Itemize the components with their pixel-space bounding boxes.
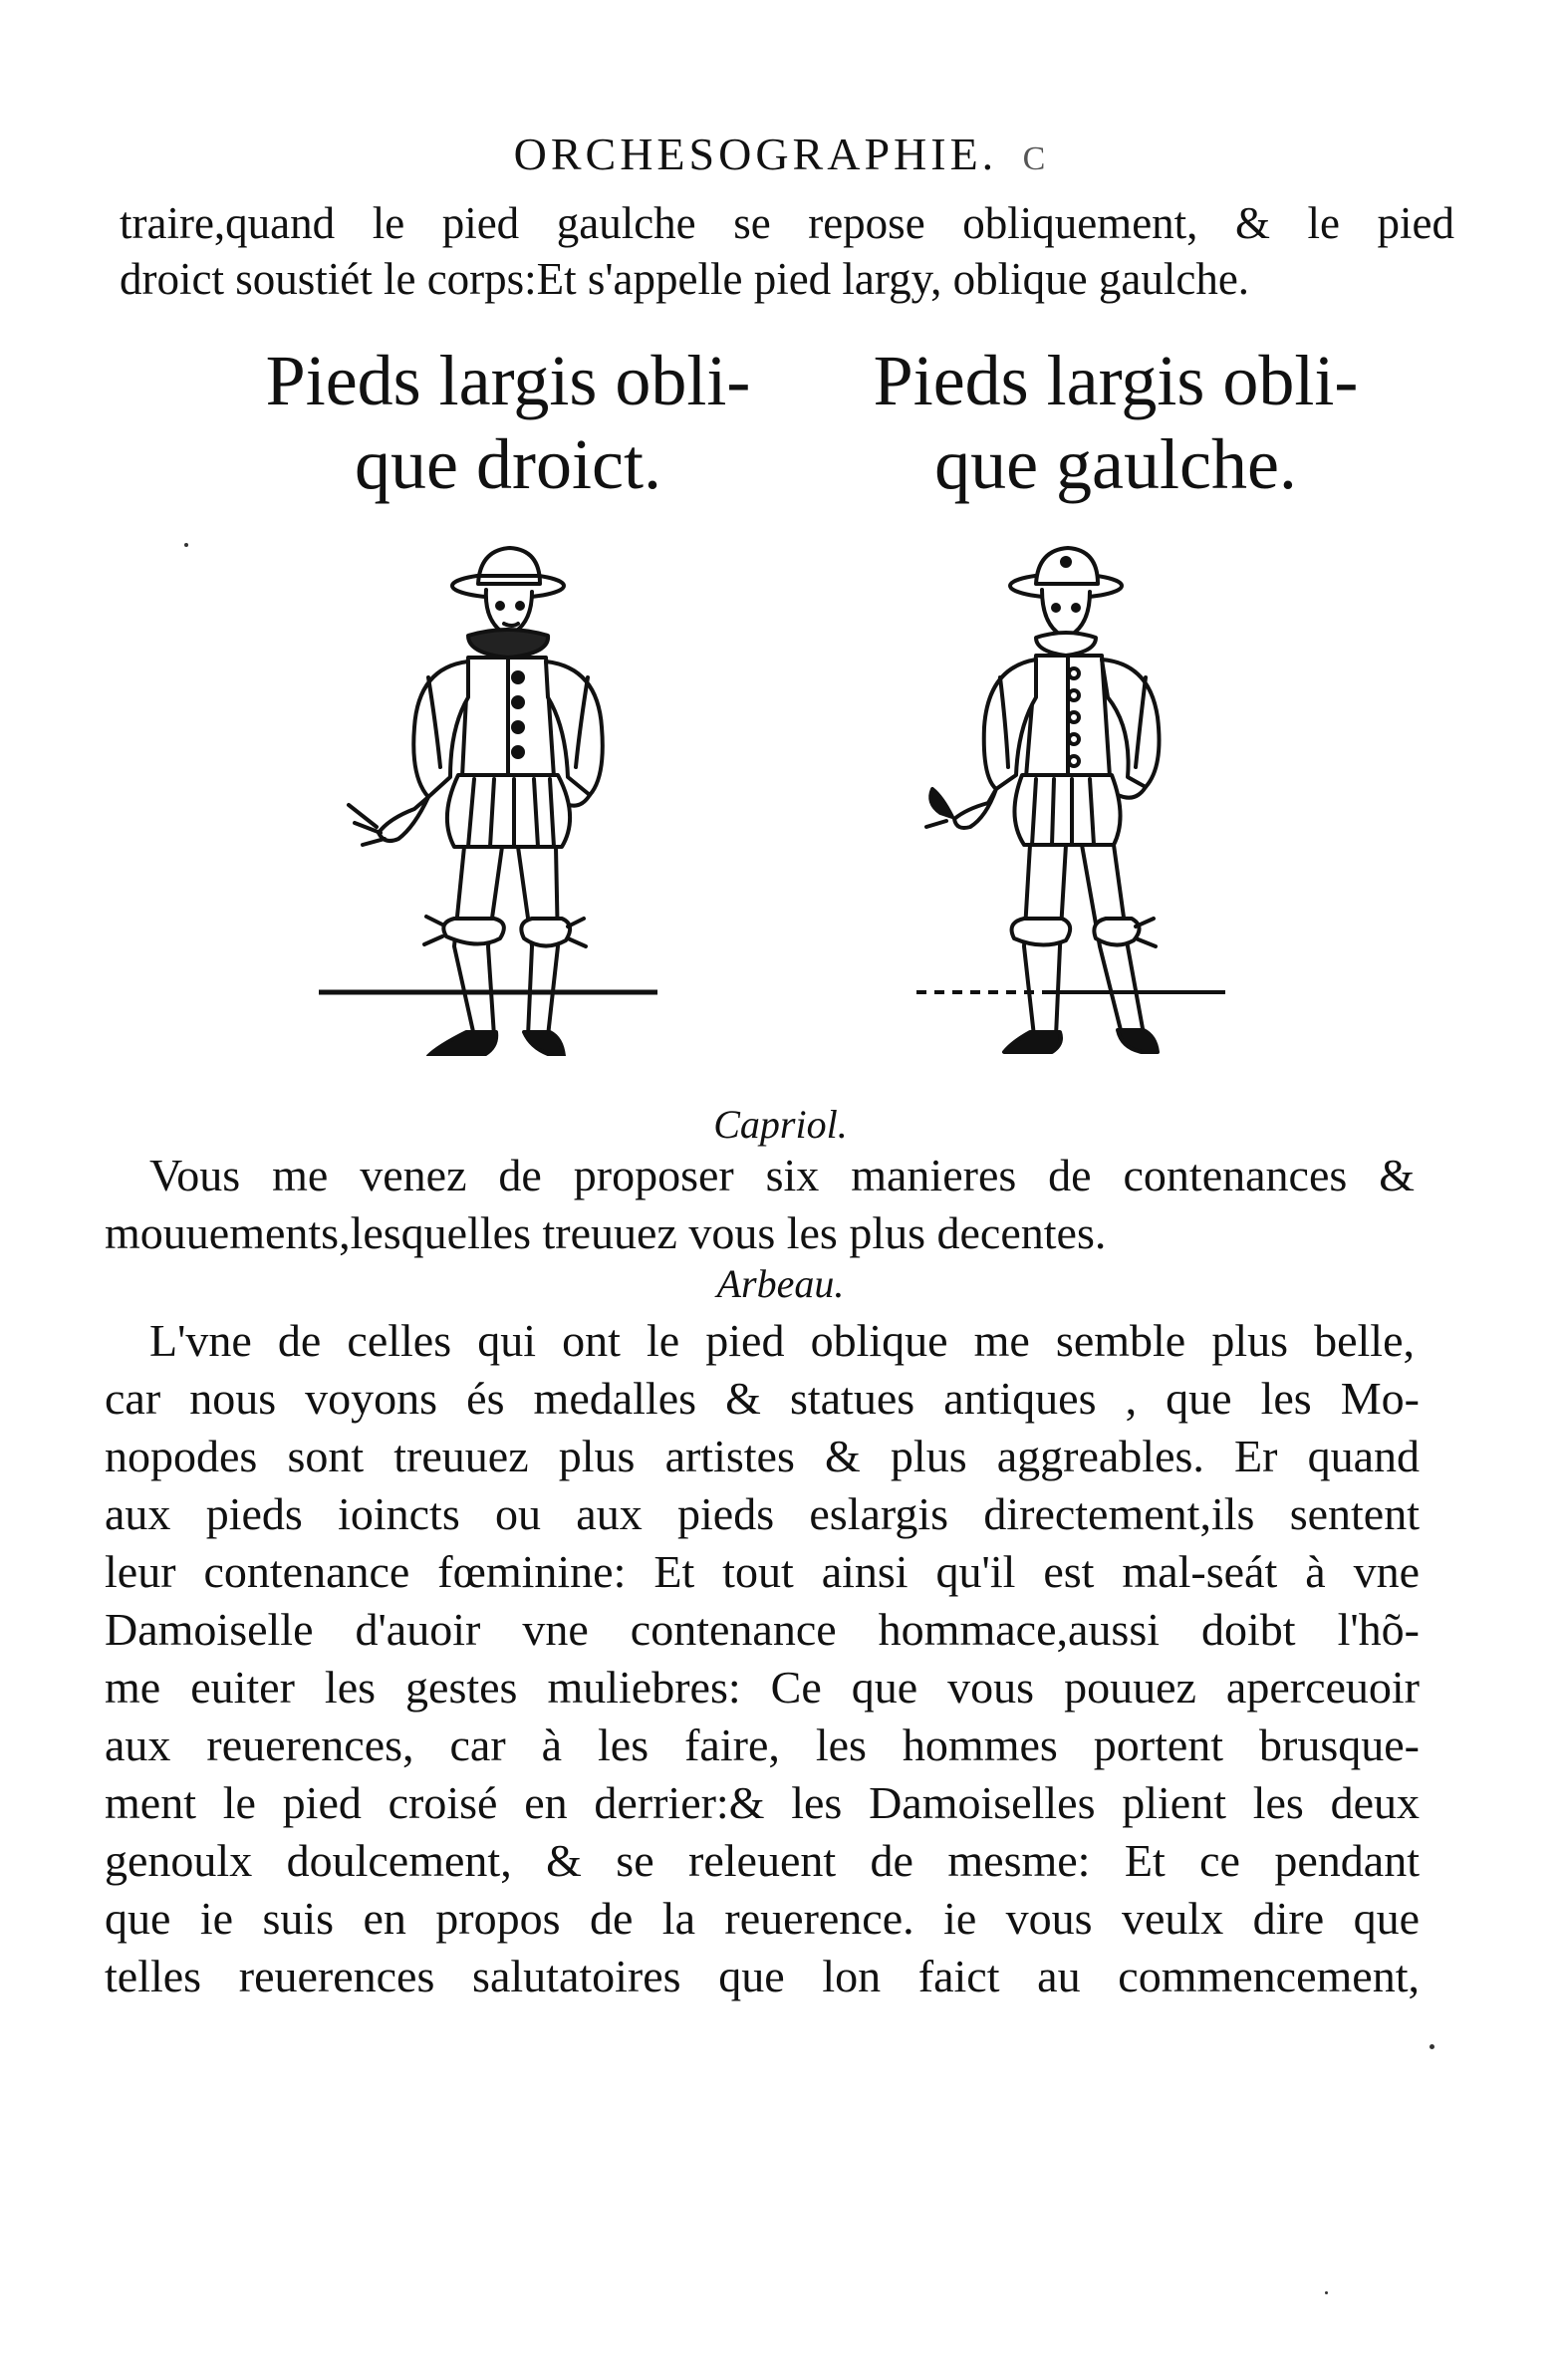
speech1-line-2: mouuements,lesquelles treuuez vous les plus decentes. [105, 1207, 1107, 1258]
speech2-line-7: me euiter les gestes muliebres: Ce que vous pouuez aperceuoir [105, 1662, 1420, 1713]
speaker-arbeau: Arbeau. [716, 1261, 845, 1306]
figure-left-caption [229, 339, 787, 506]
print-speck [184, 543, 188, 547]
figure-left-caption-line1: Pieds largis obli- [265, 341, 751, 420]
speech2-line-12: telles reuerences salutatoires que lon faict au commencement, [105, 1951, 1420, 2001]
print-speck [1430, 2044, 1434, 2049]
intro-line-2: droict soustiét le corps:Et s'appelle pied largy, oblique gaulche. [120, 254, 1250, 304]
speech2-line-4: aux pieds ioincts ou aux pieds eslargis directement,ils sentent [105, 1488, 1420, 1539]
speech2-line-1: L'vne de celles qui ont le pied oblique me semble plus belle, [149, 1315, 1415, 1366]
running-header-title: ORCHESOGRAPHIE. [513, 129, 998, 179]
woodcut-dancer-left [319, 528, 657, 1056]
speech2-line-8: aux reuerences, car à les faire, les hommes portent brusque- [105, 1719, 1420, 1770]
speech1-line-1: Vous me venez de proposer six manieres de contenances & [149, 1150, 1415, 1200]
speech2-line-3: nopodes sont treuuez plus artistes & plus aggreables. Er quand [105, 1431, 1420, 1481]
figure-right-caption-line2: que gaulche. [934, 424, 1297, 504]
signature-mark: C [1022, 140, 1048, 177]
speech2-line-11: que ie suis en propos de la reuerence. ie vous veulx dire que [105, 1893, 1420, 1944]
speech2-line-5: leur contenance fœminine: Et tout ainsi qu'il est mal-seát à vne [105, 1546, 1420, 1597]
speech2-line-2: car nous voyons és medalles & statues antiques , que les Mo- [105, 1373, 1420, 1424]
print-speck [1325, 2291, 1328, 2294]
figure-right-caption-line1: Pieds largis obli- [873, 341, 1359, 420]
speech2-line-9: ment le pied croisé en derrier:& les Damoiselles plient les deux [105, 1777, 1420, 1828]
speech2-line-6: Damoiselle d'auoir vne contenance hommace,aussi doibt l'hõ- [105, 1604, 1420, 1655]
woodcut-dancer-right [897, 528, 1255, 1056]
figure-left-caption-line2: que droict. [355, 424, 661, 504]
intro-line-1: traire,quand le pied gaulche se repose obliquement, & le pied [120, 198, 1454, 248]
speaker-capriol: Capriol. [713, 1102, 848, 1147]
figure-right-caption [837, 339, 1395, 506]
running-header [0, 128, 1561, 180]
speech2-line-10: genoulx doulcement, & se releuent de mesme: Et ce pendant [105, 1835, 1420, 1886]
